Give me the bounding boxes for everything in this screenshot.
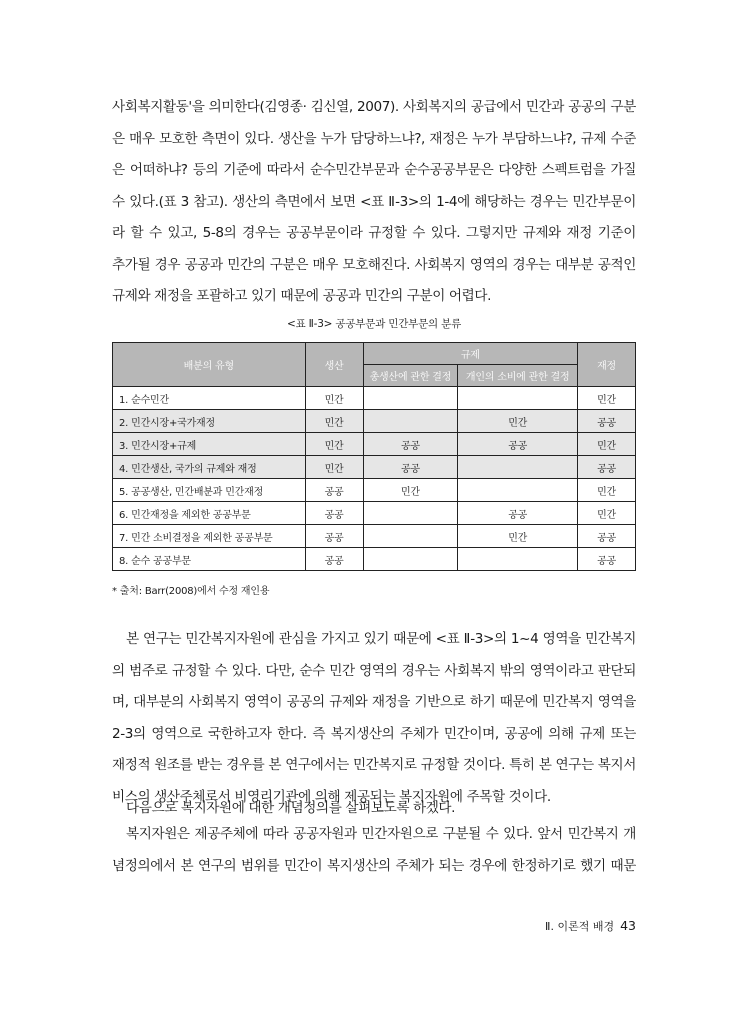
table-caption: <표 Ⅱ-3> 공공부문과 민간부문의 분류	[286, 318, 462, 330]
cell-reg-individual: 민간	[458, 525, 578, 548]
cell-reg-total	[363, 525, 458, 548]
cell-type: 3. 민간시장+규제	[113, 433, 306, 456]
cell-production: 민간	[305, 410, 363, 433]
page-footer	[545, 918, 636, 934]
text-line: 며, 대부분의 사회복지 영역이 공공의 규제와 재정을 기반으로 하기 때문에 민간복지 영역을	[112, 694, 636, 710]
cell-finance: 공공	[578, 410, 636, 433]
text-line: 규제와 재정을 포괄하고 있기 때문에 공공과 민간의 구분이 어렵다.	[112, 288, 492, 304]
paragraph-scope	[112, 624, 636, 813]
cell-finance: 민간	[578, 502, 636, 525]
cell-type: 1. 순수민간	[113, 387, 306, 410]
cell-reg-total	[363, 548, 458, 571]
cell-production: 민간	[305, 433, 363, 456]
cell-finance: 공공	[578, 456, 636, 479]
header-reg-total: 총생산에 관한 결정	[363, 365, 458, 387]
text-line: 비스의 생산주체로서 비영리기관에 의해 제공되는 복지자원에 주목할 것이다.	[112, 788, 551, 805]
cell-production: 공공	[305, 525, 363, 548]
text-line: 다음으로 복지자원에 대한 개념정의를 살펴보도록 하겠다.	[126, 800, 456, 816]
cell-reg-individual	[458, 456, 578, 479]
cell-reg-individual	[458, 387, 578, 410]
cell-reg-individual: 공공	[458, 433, 578, 456]
table-row	[113, 433, 636, 456]
cell-reg-individual: 공공	[458, 502, 578, 525]
text-line: 2-3의 영역으로 국한하고자 한다. 즉 복지생산의 주체가 민간이며, 공공에 의해 규제 또는	[112, 725, 636, 742]
text-line: 재정적 원조를 받는 경우를 본 연구에서는 민간복지로 규정할 것이다. 특히 본 연구는 복지서	[112, 757, 636, 773]
cell-reg-total: 공공	[363, 456, 458, 479]
cell-type: 6. 민간재정을 제외한 공공부문	[113, 502, 306, 525]
text-line: 사회복지활동'을 의미한다(김영종· 김신열, 2007). 사회복지의 공급에서 민간과 공공의 구분	[112, 99, 636, 115]
page-number: 43	[620, 918, 636, 933]
text-line: 의 범주로 규정할 수 있다. 다만, 순수 민간 영역의 경우는 사회복지 밖의 영역이라고 판단되	[112, 662, 636, 679]
header-finance: 재정	[578, 343, 636, 387]
cell-type: 5. 공공생산, 민간배분과 민간재정	[113, 479, 306, 502]
header-production: 생산	[305, 343, 363, 387]
header-regulation: 규제	[363, 343, 578, 365]
cell-reg-total: 공공	[363, 433, 458, 456]
cell-reg-total	[363, 387, 458, 410]
header-type: 배분의 유형	[113, 343, 306, 387]
cell-type: 4. 민간생산, 국가의 규제와 재정	[113, 456, 306, 479]
cell-finance: 민간	[578, 479, 636, 502]
paragraph-resources	[112, 819, 636, 882]
table-row	[113, 525, 636, 548]
cell-production: 공공	[305, 479, 363, 502]
table-row	[113, 410, 636, 433]
table-row	[113, 456, 636, 479]
cell-finance: 공공	[578, 525, 636, 548]
chapter-title: Ⅱ. 이론적 배경	[545, 920, 615, 933]
cell-reg-total: 민간	[363, 479, 458, 502]
table-row	[113, 548, 636, 571]
cell-finance: 공공	[578, 548, 636, 571]
table-row	[113, 502, 636, 525]
cell-type: 8. 순수 공공부문	[113, 548, 306, 571]
text-line: 은 어떠하냐? 등의 기준에 따라서 순수민간부문과 순수공공부문은 다양한 스펙트럼을 가질	[112, 162, 636, 178]
text-line: 은 매우 모호한 측면이 있다. 생산을 누가 담당하느냐?, 재정은 누가 부담하느냐?, 규제 수준	[112, 130, 636, 147]
cell-production: 공공	[305, 548, 363, 571]
cell-production: 공공	[305, 502, 363, 525]
text-line: 본 연구는 민간복지자원에 관심을 가지고 있기 때문에 <표 Ⅱ-3>의 1~4 영역을 민간복지	[126, 631, 636, 647]
cell-type: 2. 민간시장+국가재정	[113, 410, 306, 433]
classification-table	[112, 342, 636, 571]
cell-finance: 민간	[578, 387, 636, 410]
cell-reg-individual	[458, 548, 578, 571]
text-line: 복지자원은 제공주체에 따라 공공자원과 민간자원으로 구분될 수 있다. 앞서 민간복지 개	[126, 826, 636, 842]
cell-type: 7. 민간 소비결정을 제외한 공공부문	[113, 525, 306, 548]
text-line: 라 할 수 있고, 5-8의 경우는 공공부문이라 규정할 수 있다. 그렇지만 규제와 재정 기준이	[112, 225, 636, 241]
cell-finance: 민간	[578, 433, 636, 456]
text-line: 추가될 경우 공공과 민간의 구분은 매우 모호해진다. 사회복지 영역의 경우는 대부분 공적인	[112, 256, 636, 273]
table-row	[113, 387, 636, 410]
header-reg-individual: 개인의 소비에 관한 결정	[458, 365, 578, 387]
table-row	[113, 479, 636, 502]
text-line: 념정의에서 본 연구의 범위를 민간이 복지생산의 주체가 되는 경우에 한정하기로 했기 때문	[112, 857, 636, 874]
text-line: 수 있다.(표 3 참고). 생산의 측면에서 보면 <표 Ⅱ-3>의 1-4에 해당하는 경우는 민간부문이	[112, 193, 636, 210]
cell-reg-individual	[458, 479, 578, 502]
table-source-note: * 출처: Barr(2008)에서 수정 재인용	[112, 586, 270, 597]
cell-production: 민간	[305, 456, 363, 479]
cell-production: 민간	[305, 387, 363, 410]
cell-reg-individual: 민간	[458, 410, 578, 433]
paragraph-intro	[112, 92, 636, 313]
cell-reg-total	[363, 410, 458, 433]
cell-reg-total	[363, 502, 458, 525]
